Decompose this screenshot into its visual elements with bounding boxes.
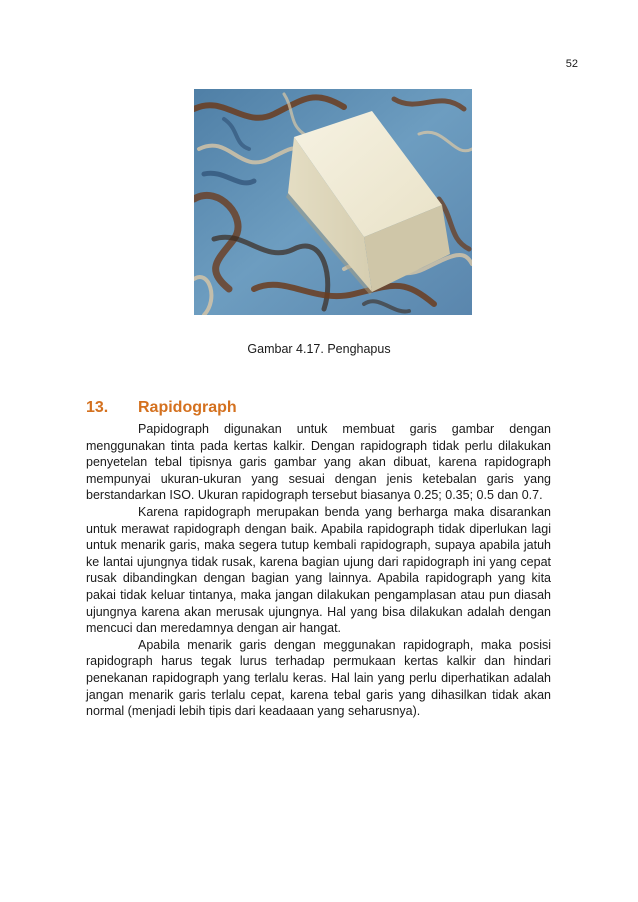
paragraph: Apabila menarik garis dengan meggunakan rapidograph, maka posisi rapidograph harus tegak lurus terhadap permukaan kertas kalkir dan hindari penekanan rapidograph yang terlalu keras. Hal lain yang perlu diperhatikan adalah jangan menarik garis terlalu cepat, karena tebal garis yang dihasilkan tidak akan normal (menjadi lebih tipis dari keadaaan yang seharusnya). xyxy=(86,637,551,719)
section-number: 13. xyxy=(86,399,109,416)
eraser-photo xyxy=(194,89,472,315)
paragraph: Karena rapidograph merupakan benda yang berharga maka disarankan untuk merawat rapidograph dengan baik. Apabila rapidograph tidak diperlukan lagi untuk menarik garis, maka segera tutup kembali rapidograph, supaya apabila jatuh ke lantai ujungnya tidak rusak, karena bagian ujung dari rapidograph ini yang cepat rusak dibandingkan dengan bagian yang lainnya. Apabila rapidograph yang kita pakai tidak keluar tintanya, maka jangan dilakukan pengamplasan atau pun diasah ujungnya karena akan merusak ujungnya. Hal yang bisa dilakukan adalah dengan mencuci dan meredamnya dengan air hangat. xyxy=(86,504,551,636)
paragraph: Papidograph digunakan untuk membuat garis gambar dengan menggunakan tinta pada kertas kalkir. Dengan rapidograph tidak perlu dilakukan penyetelan tebal tipisnya garis gambar yang akan dibuat, karena rapidograph mempunyai ukuran-ukuran yang sesuai dengan jenis ketebalan garis yang berstandarkan ISO. Ukuran rapidograph tersebut biasanya 0.25; 0.35; 0.5 dan 0.7. xyxy=(86,422,551,503)
section-heading xyxy=(86,399,237,417)
figure-caption: Gambar 4.17. Penghapus xyxy=(247,342,391,356)
page-number: 52 xyxy=(565,58,578,70)
section-body xyxy=(86,421,551,720)
section-title: Rapidograph xyxy=(138,399,237,416)
